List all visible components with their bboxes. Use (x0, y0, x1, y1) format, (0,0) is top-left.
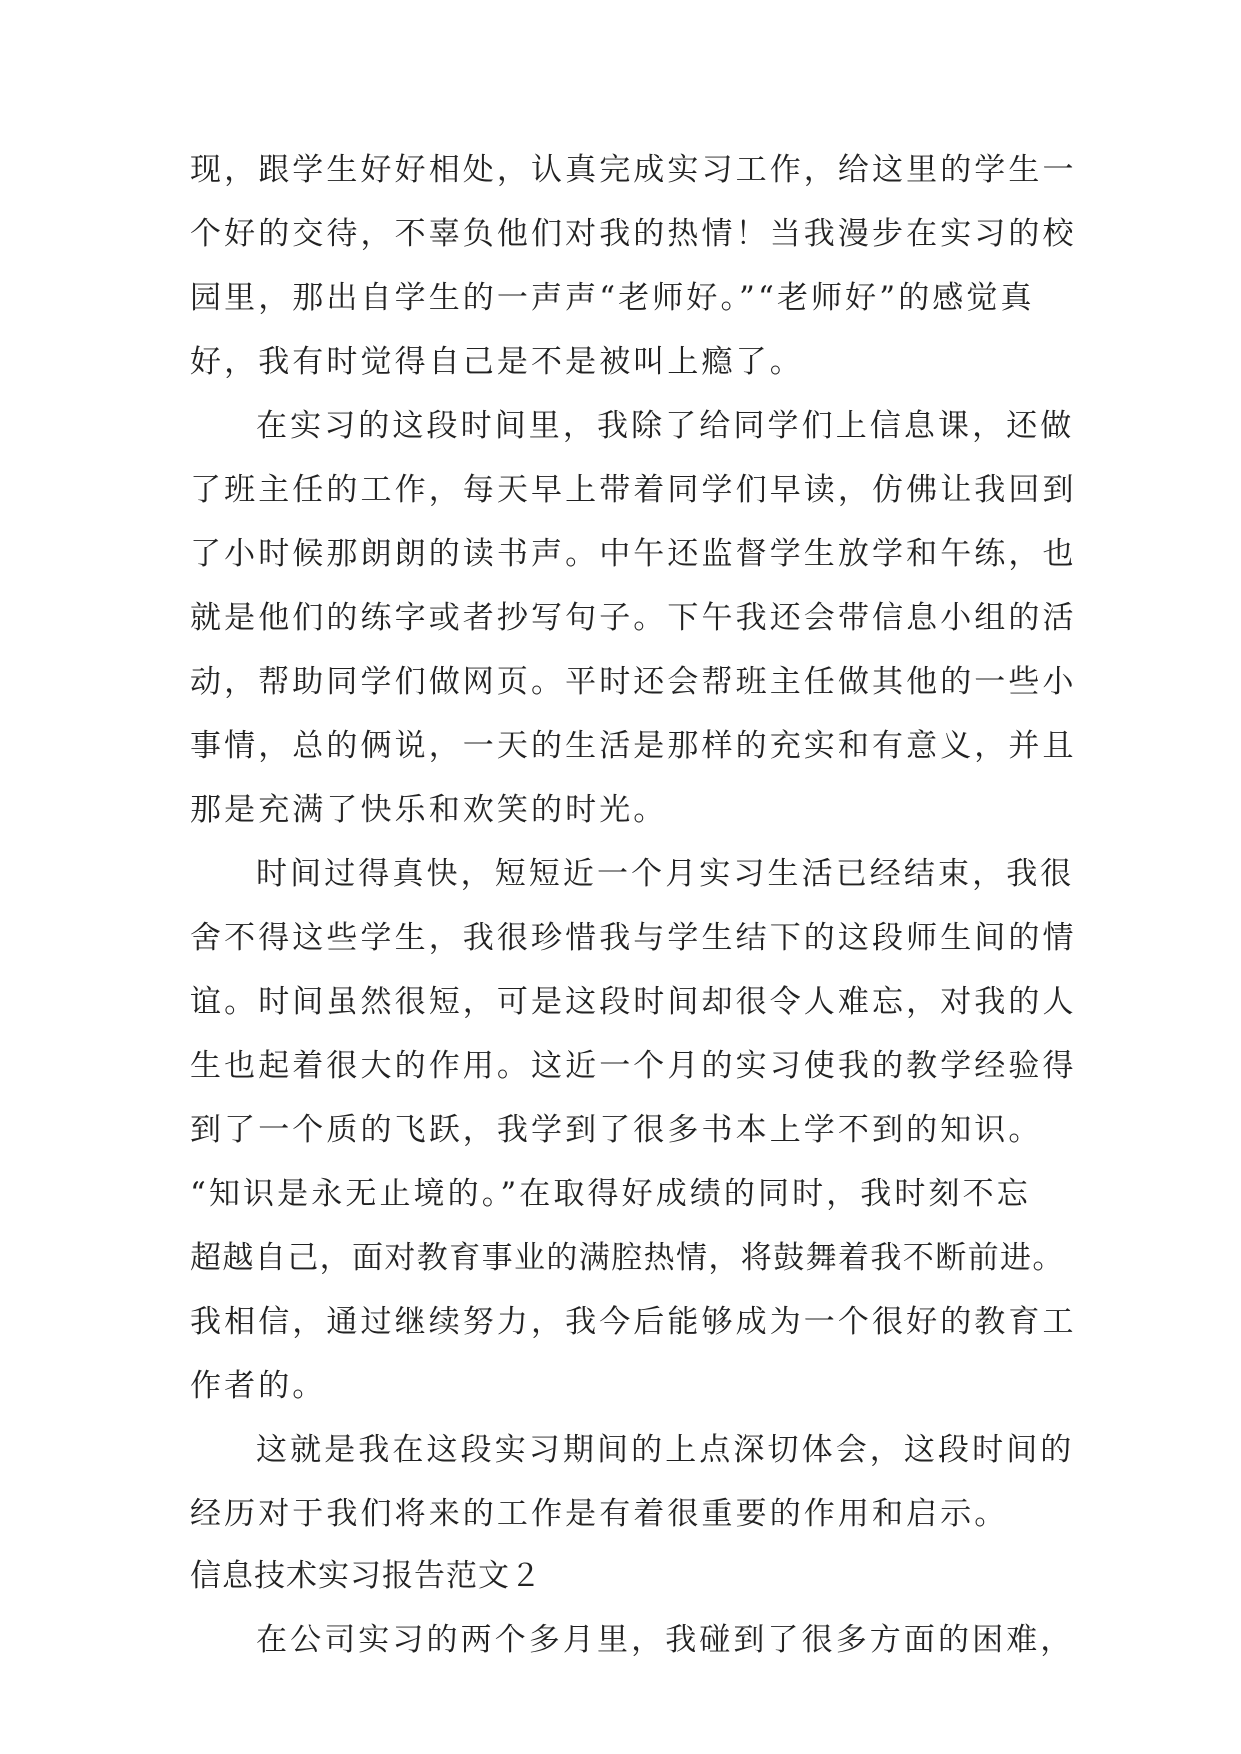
paragraph-first-line: 时间过得真快，短短近一个月实习生活已经结束，我很 (256, 856, 1075, 892)
paragraph-first-line: 在实习的这段时间里，我除了给同学们上信息课，还做 (256, 408, 1075, 444)
paragraph-first-line: 这就是我在这段实习期间的上点深切体会，这段时间的 (256, 1432, 1075, 1468)
text-line: 到了一个质的飞跃，我学到了很多书本上学不到的知识。 (190, 1112, 1043, 1148)
text-line: 超越自己，面对教育事业的满腔热情，将鼓舞着我不断前进。 (190, 1240, 1065, 1276)
text-line: 经历对于我们将来的工作是有着很重要的作用和启示。 (190, 1496, 1009, 1532)
text-line: 了班主任的工作，每天早上带着同学们早读，仿佛让我回到 (190, 472, 1077, 508)
text-line: 那是充满了快乐和欢笑的时光。 (190, 792, 668, 828)
text-line: 就是他们的练字或者抄写句子。下午我还会带信息小组的活 (190, 600, 1077, 636)
text-line: 作者的。 (190, 1368, 327, 1404)
text-line: 个好的交待，不辜负他们对我的热情！当我漫步在实习的校 (190, 216, 1077, 252)
text-line: 我相信，通过继续努力，我今后能够成为一个很好的教育工 (190, 1304, 1077, 1340)
text-line: 园里，那出自学生的一声声“老师好。”“老师好”的感觉真 (190, 280, 1035, 316)
text-line: 谊。时间虽然很短，可是这段时间却很令人难忘，对我的人 (190, 984, 1077, 1020)
text-line: 动，帮助同学们做网页。平时还会帮班主任做其他的一些小 (190, 664, 1077, 700)
text-line: 事情，总的俩说，一天的生活是那样的充实和有意义，并且 (190, 728, 1077, 764)
text-line: 了小时候那朗朗的读书声。中午还监督学生放学和午练，也 (190, 536, 1077, 572)
text-line: 舍不得这些学生，我很珍惜我与学生结下的这段师生间的情 (190, 920, 1077, 956)
text-line: “知识是永无止境的。”在取得好成绩的同时，我时刻不忘 (190, 1176, 1031, 1212)
text-line: 好，我有时觉得自己是不是被叫上瘾了。 (190, 344, 804, 380)
section-heading: 信息技术实习报告范文２ (190, 1558, 542, 1594)
paragraph-first-line: 在公司实习的两个多月里，我碰到了很多方面的困难， (256, 1622, 1075, 1658)
text-line: 现，跟学生好好相处，认真完成实习工作，给这里的学生一 (190, 152, 1077, 188)
text-line: 生也起着很大的作用。这近一个月的实习使我的教学经验得 (190, 1048, 1077, 1084)
